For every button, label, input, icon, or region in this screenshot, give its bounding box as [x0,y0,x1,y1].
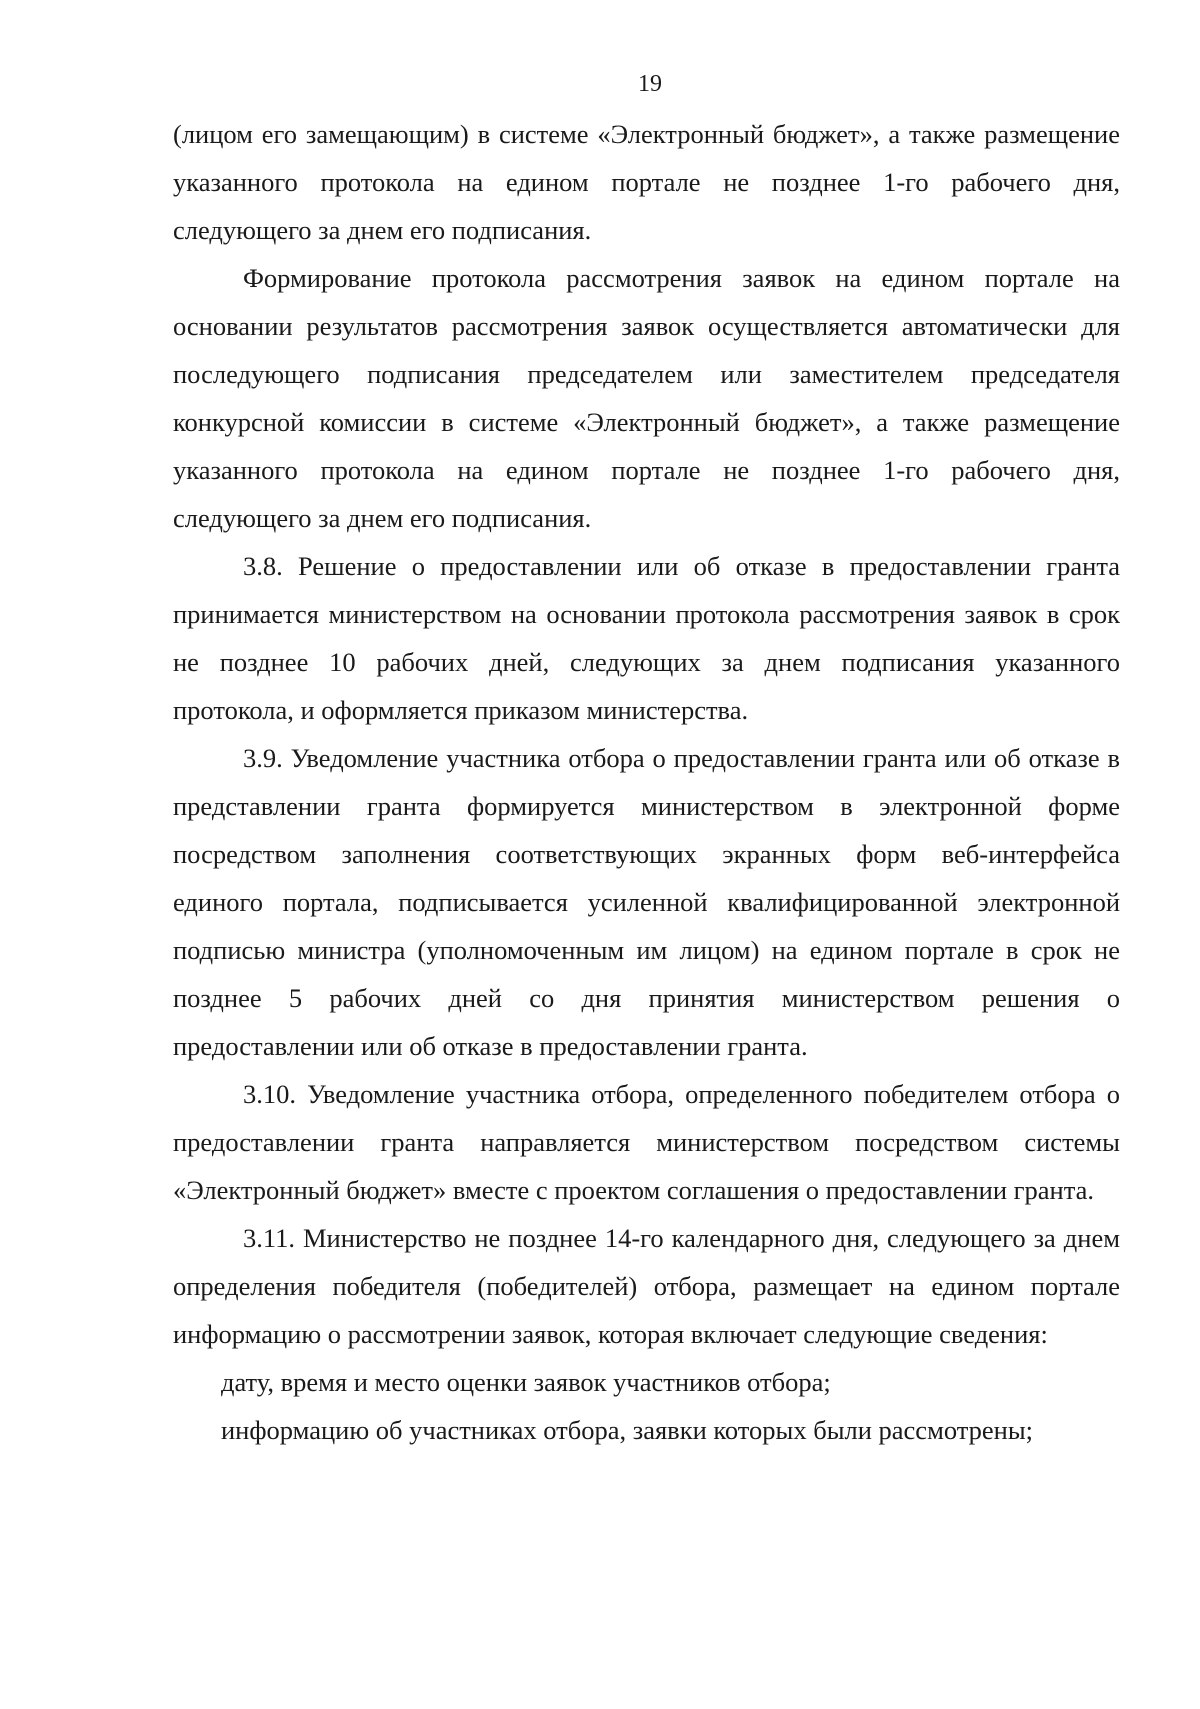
paragraph-protocol-formation: Формирование протокола рассмотрения заявок на едином портале на основании результатов рассмотрения заявок осуществляется автоматически для последующего подписания председателем или заместителем председателя конкурсной комиссии в системе «Электронный бюджет», а также размещение указанного протокола на едином портале не позднее 1-го рабочего дня, следующего за днем его подписания. [173,263,1120,533]
paragraph-continuation: (лицом его замещающим) в системе «Электронный бюджет», а также размещение указанного протокола на едином портале не позднее 1-го рабочего дня, следующего за днем его подписания. [173,119,1120,245]
document-body [173,110,1120,1454]
paragraph-3-9: 3.9. Уведомление участника отбора о предоставлении гранта или об отказе в представлении гранта формируется министерством в электронной форме посредством заполнения соответствующих экранных форм веб-интерфейса единого портала, подписывается усиленной квалифицированной электронной подписью министра (уполномоченным им лицом) на едином портале в срок не позднее 5 рабочих дней со дня принятия министерством решения о предоставлении или об отказе в предоставлении гранта. [173,743,1120,1061]
list-item-date-time-place: дату, время и место оценки заявок участников отбора; [221,1367,831,1397]
paragraph-3-10: 3.10. Уведомление участника отбора, определенного победителем отбора о предоставлении гранта направляется министерством посредством системы «Электронный бюджет» вместе с проектом соглашения о предоставлении гранта. [173,1079,1120,1205]
paragraph-3-8: 3.8. Решение о предоставлении или об отказе в предоставлении гранта принимается министерством на основании протокола рассмотрения заявок в срок не позднее 10 рабочих дней, следующих за днем подписания указанного протокола, и оформляется приказом министерства. [173,551,1120,725]
page-number: 19 [638,71,662,97]
list-item-participants-info: информацию об участниках отбора, заявки которых были рассмотрены; [221,1415,1034,1445]
paragraph-3-11: 3.11. Министерство не позднее 14-го календарного дня, следующего за днем определения победителя (победителей) отбора, размещает на едином портале информацию о рассмотрении заявок, которая включает следующие сведения: [173,1223,1120,1349]
